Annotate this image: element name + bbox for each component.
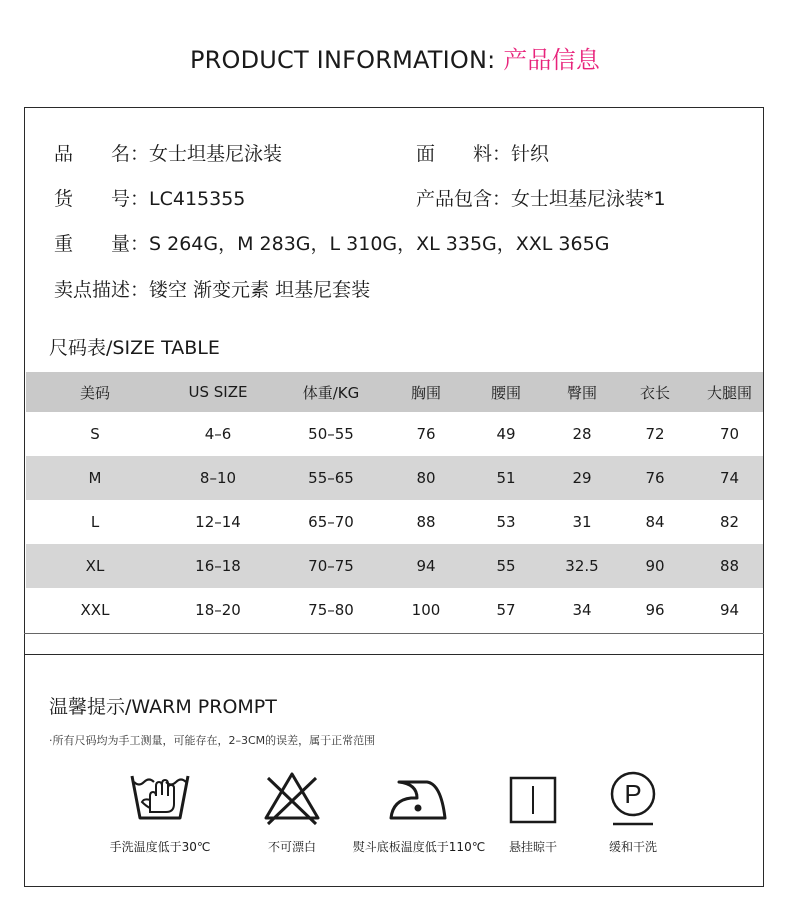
care-no-bleach: [232, 770, 352, 855]
hand-wash-icon: [128, 770, 192, 826]
includes-label: 产品包含：: [416, 188, 512, 210]
table-cell: 82: [719, 513, 740, 531]
size-table-title: 尺码表/SIZE TABLE: [49, 337, 220, 359]
page-title-en: PRODUCT INFORMATION:: [189, 46, 504, 74]
svg-text:P: P: [624, 779, 642, 809]
name-label: 品 名：: [54, 143, 150, 165]
size-table: [26, 372, 763, 632]
fabric-value: 针织: [511, 143, 550, 165]
care-iron: [344, 770, 494, 855]
header-cell: 臀围: [566, 383, 597, 402]
table-cell: XXL: [80, 601, 110, 619]
care-label: 缓和干洗: [608, 840, 657, 854]
header-cell: 大腿围: [706, 383, 752, 402]
info-includes-row: [416, 184, 666, 211]
table-cell: 65–70: [308, 513, 354, 531]
warm-prompt-tip: ·所有尺码均为手工测量，可能存在，2–3CM的误差，属于正常范围: [49, 734, 376, 747]
table-cell: 72: [645, 425, 665, 443]
table-cell: 100: [411, 601, 441, 619]
table-cell: 70: [719, 425, 740, 443]
info-selling-row: [54, 275, 370, 302]
care-label: 熨斗底板温度低于110℃: [352, 840, 486, 854]
table-row: [26, 544, 763, 588]
table-cell: 96: [645, 601, 665, 619]
table-cell: 76: [416, 425, 436, 443]
info-sku-row: [54, 184, 245, 211]
hang-dry-icon: [507, 770, 559, 826]
table-cell: 32.5: [565, 557, 599, 575]
page-title-zh: 产品信息: [503, 46, 601, 74]
table-cell: 76: [645, 469, 665, 487]
table-cell: 57: [496, 601, 516, 619]
header-cell: 腰围: [490, 383, 521, 402]
care-hand-wash: [100, 770, 220, 855]
table-cell: XL: [85, 557, 105, 575]
table-cell: 55: [496, 557, 516, 575]
table-cell: 16–18: [195, 557, 241, 575]
table-cell: 94: [719, 601, 740, 619]
sku-label: 货 号：: [54, 188, 150, 210]
table-cell: 51: [496, 469, 516, 487]
table-cell: 84: [645, 513, 665, 531]
table-row: [26, 588, 763, 632]
table-cell: 53: [496, 513, 516, 531]
header-cell: 美码: [79, 383, 110, 402]
table-cell: 12–14: [195, 513, 241, 531]
table-cell: 29: [572, 469, 592, 487]
info-name-row: [54, 139, 282, 166]
selling-value: 镂空 渐变元素 坦基尼套装: [149, 279, 371, 301]
table-cell: L: [90, 513, 100, 531]
header-cell: 衣长: [639, 383, 670, 402]
table-cell: 55–65: [308, 469, 354, 487]
page-title: [0, 40, 790, 75]
table-cell: 49: [496, 425, 516, 443]
fabric-label: 面 料：: [416, 143, 512, 165]
header-cell: 胸围: [410, 383, 441, 402]
care-label: 手洗温度低于30℃: [109, 840, 211, 854]
no-bleach-icon: [262, 770, 322, 826]
table-cell: 28: [572, 425, 592, 443]
care-dry-clean: [573, 770, 693, 855]
weight-value: S 264G，M 283G，L 310G，XL 335G，XXL 365G: [149, 233, 610, 255]
includes-value: 女士坦基尼泳装*1: [511, 188, 666, 210]
table-cell: 90: [645, 557, 665, 575]
selling-label: 卖点描述：: [54, 279, 150, 301]
header-cell: 体重/KG: [302, 383, 360, 402]
table-cell: M: [88, 469, 102, 487]
table-cell: 50–55: [308, 425, 354, 443]
table-cell: 8–10: [199, 469, 237, 487]
table-row: [26, 412, 763, 456]
table-cell: 88: [416, 513, 436, 531]
table-cell: 34: [572, 601, 592, 619]
care-label: 悬挂晾干: [508, 840, 557, 854]
table-row: [26, 500, 763, 544]
name-value: 女士坦基尼泳装: [149, 143, 283, 165]
table-cell: 74: [719, 469, 740, 487]
table-row: [26, 456, 763, 500]
section-divider: [24, 654, 764, 655]
table-cell: 88: [719, 557, 740, 575]
table-cell: 80: [416, 469, 436, 487]
table-cell: S: [90, 425, 100, 443]
header-cell: US SIZE: [188, 383, 248, 401]
size-table-header: [26, 372, 763, 412]
table-cell: 4–6: [204, 425, 232, 443]
weight-label: 重 量：: [54, 233, 150, 255]
table-cell: 18–20: [195, 601, 241, 619]
dry-clean-p-icon: [607, 770, 659, 826]
sku-value: LC415355: [149, 188, 246, 210]
table-bottom-divider: [24, 633, 764, 634]
care-label: 不可漂白: [267, 840, 316, 854]
info-weight-row: [54, 229, 609, 256]
iron-low-icon: [387, 770, 451, 826]
info-fabric-row: [416, 139, 549, 166]
table-cell: 94: [416, 557, 436, 575]
table-cell: 31: [572, 513, 592, 531]
warm-prompt-title: 温馨提示/WARM PROMPT: [49, 696, 277, 718]
table-cell: 75–80: [308, 601, 354, 619]
table-cell: 70–75: [308, 557, 354, 575]
